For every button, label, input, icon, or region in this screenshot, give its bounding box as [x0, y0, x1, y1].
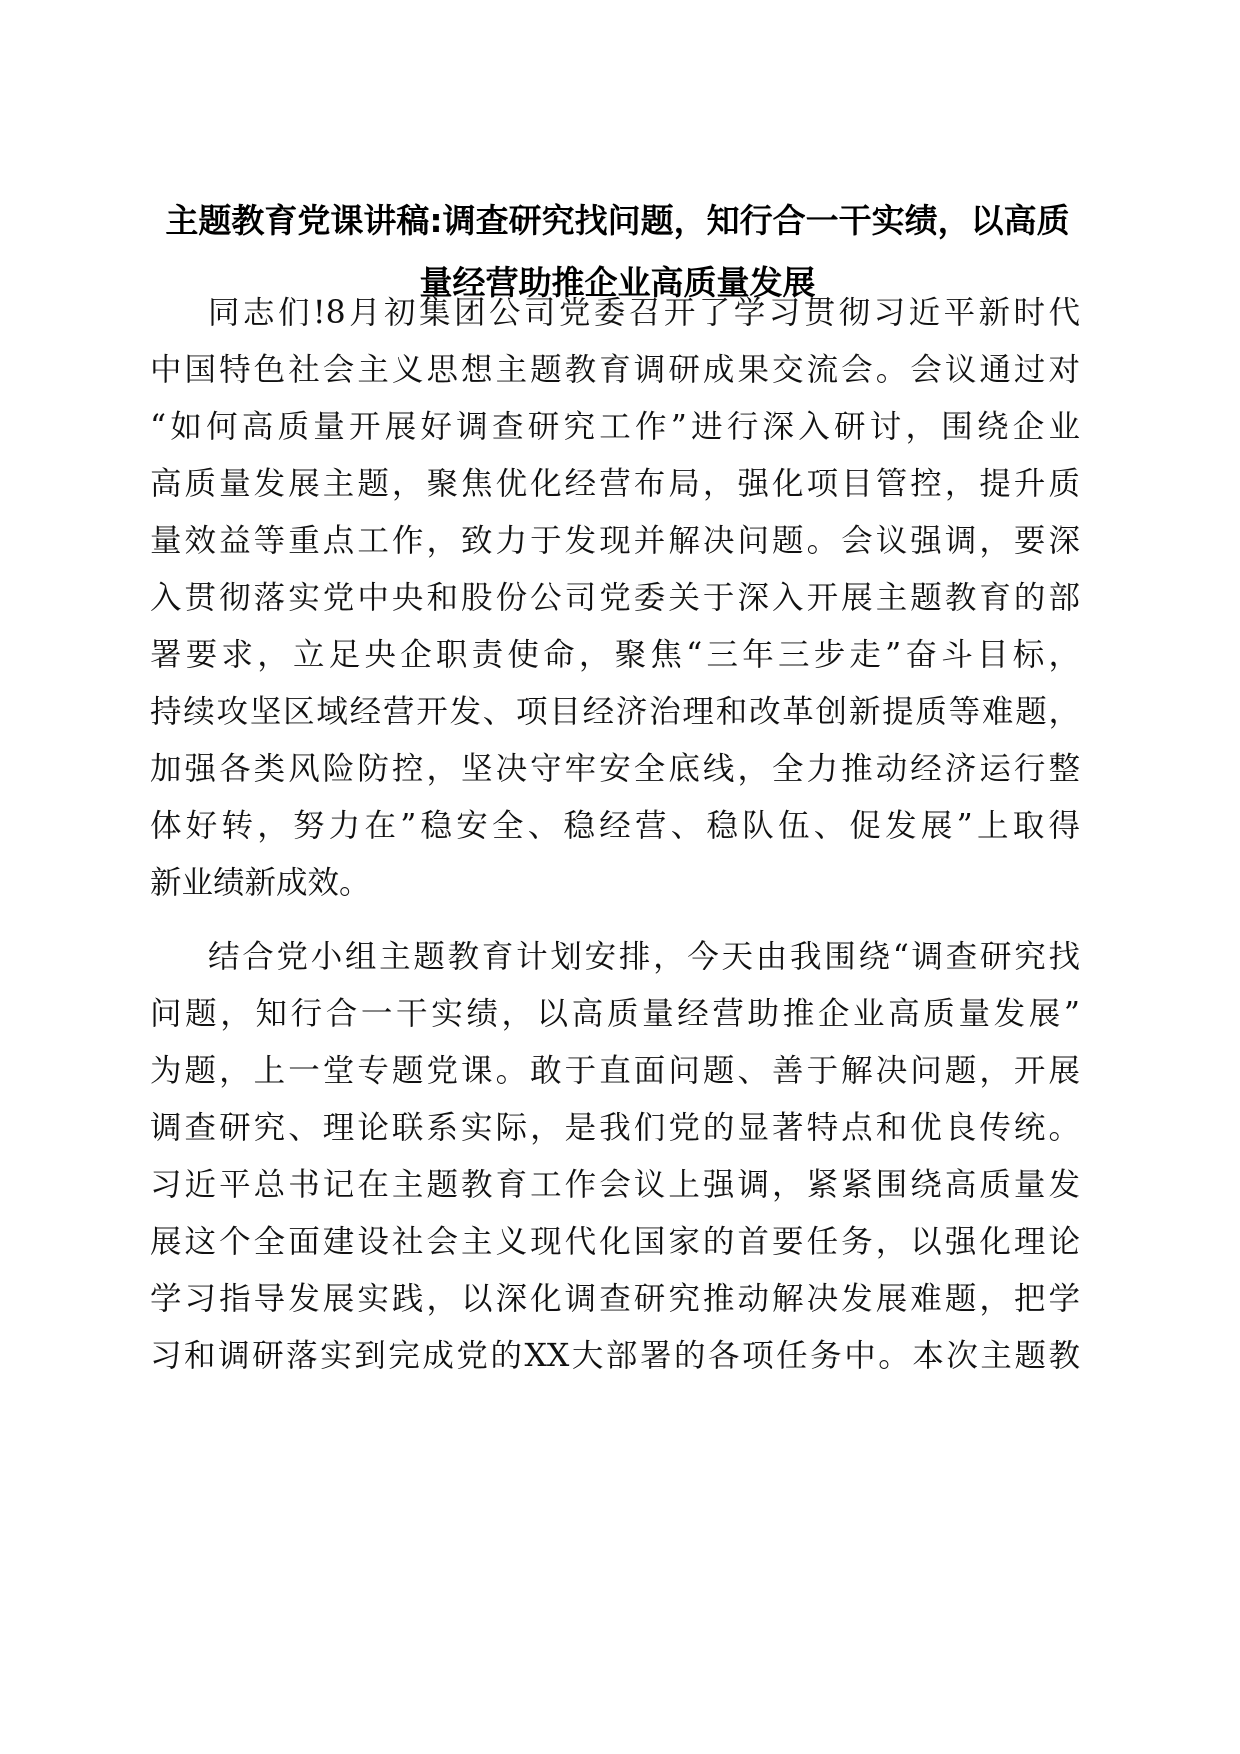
paragraph-1-line: 同志们!8月初集团公司党委召开了学习贯彻习近平新时代: [208, 295, 1080, 331]
paragraph-2-line: 习近平总书记在主题教育工作会议上强调，紧紧围绕高质量发: [150, 1167, 1080, 1203]
title-line: 量经营助推企业高质量发展: [419, 263, 816, 302]
paragraph-1-line: 署要求，立足央企职责使命，聚焦“三年三步走”奋斗目标，: [150, 637, 1080, 673]
paragraph-2-line: 学习指导发展实践，以深化调查研究推动解决发展难题，把学: [150, 1281, 1080, 1317]
title-line: 主题教育党课讲稿:调查研究找问题，知行合一干实绩，以高质: [165, 201, 1070, 240]
paragraph-1-line: 高质量发展主题，聚焦优化经营布局，强化项目管控，提升质: [150, 466, 1080, 502]
paragraph-2-line: 调查研究、理论联系实际，是我们党的显著特点和优良传统。: [150, 1110, 1080, 1146]
paragraph-1-line: 量效益等重点工作，致力于发现并解决问题。会议强调，要深: [150, 523, 1080, 559]
paragraph-1-line: 中国特色社会主义思想主题教育调研成果交流会。会议通过对: [150, 352, 1080, 388]
paragraph-2-line: 结合党小组主题教育计划安排，今天由我围绕“调查研究找: [208, 939, 1080, 975]
paragraph-2-line: 为题，上一堂专题党课。敢于直面问题、善于解决问题，开展: [150, 1053, 1080, 1089]
paragraph-2-line: 问题，知行合一干实绩，以高质量经营助推企业高质量发展”: [150, 996, 1080, 1032]
paragraph-2-line: 习和调研落实到完成党的XX大部署的各项任务中。本次主题教: [150, 1338, 1080, 1374]
paragraph-1-line: 新业绩新成效。: [150, 865, 371, 901]
paragraph-1-line: “如何高质量开展好调查研究工作”进行深入研讨，围绕企业: [150, 409, 1080, 445]
paragraph-1-line: 加强各类风险防控，坚决守牢安全底线，全力推动经济运行整: [150, 751, 1080, 787]
paragraph-1-line: 持续攻坚区域经营开发、项目经济治理和改革创新提质等难题，: [150, 694, 1080, 730]
paragraph-1-line: 体好转，努力在”稳安全、稳经营、稳队伍、促发展”上取得: [150, 808, 1080, 844]
paragraph-1-line: 入贯彻落实党中央和股份公司党委关于深入开展主题教育的部: [150, 580, 1080, 616]
paragraph-2-line: 展这个全面建设社会主义现代化国家的首要任务，以强化理论: [150, 1224, 1080, 1260]
